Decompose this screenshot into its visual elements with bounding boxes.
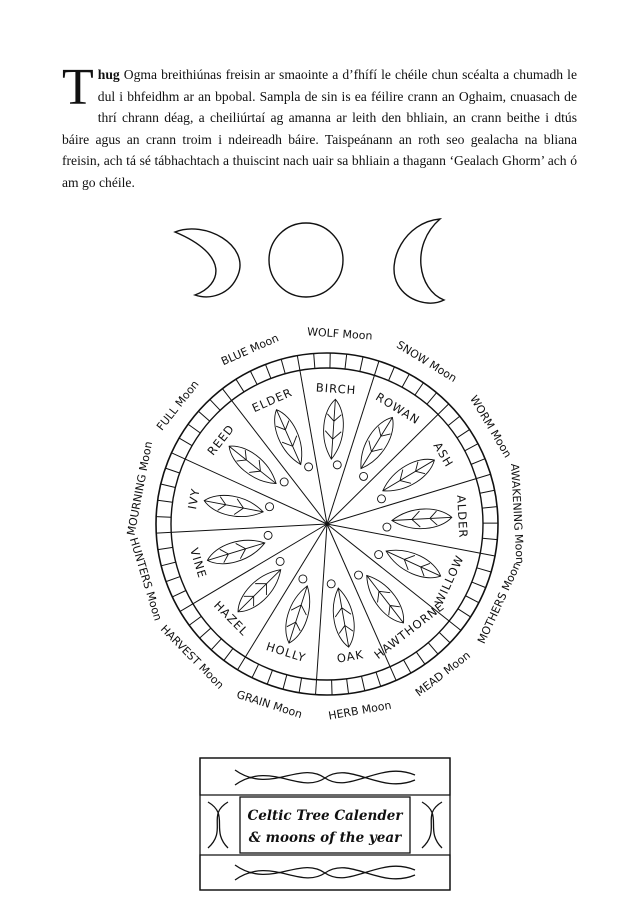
tree-label: IVY (185, 486, 203, 511)
berry-icon (305, 463, 313, 471)
month-tick (189, 616, 201, 625)
month-tick (347, 679, 349, 694)
month-tick (161, 484, 176, 488)
leaf-icon (202, 491, 265, 521)
berry-icon (299, 575, 307, 583)
berry-icon (377, 495, 385, 503)
month-tick (158, 500, 173, 502)
leaf-icon (382, 542, 445, 585)
moon-label: MEAD Moon (412, 648, 473, 700)
moon-label: BLUE Moon (219, 331, 281, 369)
month-tick (458, 609, 471, 617)
month-tick (236, 379, 244, 392)
tree-label: ASH (430, 439, 457, 470)
month-tick (198, 411, 209, 421)
berry-icon (327, 580, 335, 588)
leaf-icon (378, 452, 440, 499)
leaf-icon (322, 399, 346, 460)
moon-label: MOURNING Moon (124, 440, 156, 537)
leaf-icon (231, 563, 287, 619)
drop-cap: T (62, 59, 94, 116)
month-tick (465, 444, 478, 451)
month-tick (224, 648, 233, 660)
moon-label: AWAKENING Moon (508, 463, 527, 565)
month-tick (165, 468, 179, 473)
month-tick (166, 577, 180, 582)
month-tick (389, 367, 395, 381)
month-tick (283, 675, 287, 689)
month-tick (428, 643, 438, 654)
berry-icon (375, 551, 383, 559)
moon-label: WORM Moon (467, 393, 515, 460)
month-tick (211, 639, 221, 650)
berry-icon (280, 478, 288, 486)
month-tick (466, 596, 479, 603)
month-tick (188, 424, 200, 433)
month-tick (210, 399, 220, 410)
month-tick (448, 416, 460, 425)
berry-icon (264, 531, 272, 539)
title-banner (200, 758, 450, 890)
tree-label: HOLLY (264, 639, 308, 666)
month-tick (200, 628, 211, 638)
month-tick (360, 357, 363, 372)
wheel-spoke (316, 524, 327, 695)
berry-icon (276, 557, 284, 565)
month-tick (179, 438, 192, 446)
banner-subtitle: & moons of the year (248, 830, 402, 846)
banner-title: Celtic Tree Calender (247, 808, 403, 824)
month-tick (471, 459, 485, 465)
month-tick (415, 383, 423, 395)
leaf-icon (329, 586, 359, 648)
month-tick (376, 672, 381, 686)
month-tick (345, 354, 347, 369)
moon-label: WOLF Moon (306, 325, 373, 343)
lead-word: hug (97, 67, 120, 82)
berry-icon (360, 472, 368, 480)
month-tick (457, 430, 470, 438)
tree-label: ELDER (249, 385, 295, 416)
knot-left-icon (208, 802, 228, 848)
moon-label: HARVEST Moon (157, 622, 227, 692)
tree-label: HAWTHORNE (371, 598, 448, 662)
knot-bottom-icon (235, 865, 415, 880)
month-tick (252, 664, 259, 677)
month-tick (314, 354, 315, 369)
tree-label: REED (204, 421, 238, 458)
month-tick (480, 490, 495, 493)
leaf-icon (205, 534, 268, 570)
moon-phases (175, 219, 444, 303)
month-tick (477, 568, 491, 572)
moon-label: SNOW Moon (394, 338, 460, 386)
month-tick (404, 660, 411, 673)
tree-label: WILLOW (431, 552, 467, 608)
moon-label: HUNTERS Moon (126, 536, 165, 623)
month-tick (482, 507, 497, 509)
tree-label: HAZEL (211, 598, 252, 639)
full-moon-icon (269, 223, 343, 297)
tree-label: ALDER (454, 494, 471, 539)
month-tick (472, 582, 486, 588)
berry-icon (355, 571, 363, 579)
month-tick (156, 517, 171, 518)
waning-crescent-icon (394, 219, 444, 303)
tree-label: OAK (335, 647, 365, 666)
moon-label: MOTHERS Moon (475, 560, 524, 646)
month-tick (299, 678, 301, 693)
moon-label: GRAIN Moon (234, 687, 304, 722)
month-tick (361, 676, 364, 691)
waxing-crescent-icon (175, 229, 240, 297)
month-tick (250, 371, 257, 384)
knot-right-icon (422, 802, 442, 848)
banner-top-band (200, 758, 450, 795)
month-tick (266, 364, 271, 378)
month-tick (427, 393, 437, 405)
month-tick (267, 670, 272, 684)
month-tick (402, 374, 409, 387)
month-tick (161, 562, 176, 566)
leaf-icon (223, 439, 282, 492)
tree-label: VINE (187, 546, 210, 581)
month-tick (482, 538, 497, 539)
knot-top-icon (235, 770, 415, 785)
month-tick (281, 359, 285, 373)
wheel-spoke (222, 389, 327, 524)
berry-icon (333, 461, 341, 469)
berry-icon (266, 503, 274, 511)
berry-icon (383, 523, 391, 531)
moon-label: HERB Moon (327, 698, 393, 723)
tree-label: ROWAN (373, 389, 423, 428)
wheel-spokes (156, 356, 495, 695)
leaf-icon (268, 406, 310, 469)
tree-calendar-wheel (156, 353, 498, 695)
leaf-icon (391, 508, 452, 531)
paragraph-text: Ogma breithiúnas freisin ar smaointe a d’fhífí le chéile chun scéalta a chumadh le dul i bhfeidhm ar an bpobal. Sampla de sin is ea féilire crann an Oghaim, cnuasach de thrí chrann déag, a cheiliúrtaí ag amanna ar leith den bhliain, an crann beithe i dtús báire agus an crann troim i ndeireadh báire. Taispeánann an roth seo gealacha na bliana freisin, ach tá sé tábhachtach a thuiscint nach uair sa bhliain a thagann ‘Gealach Ghorm’ ach ó am go chéile. (62, 67, 577, 190)
tree-label: BIRCH (315, 380, 357, 398)
leaf-icon (359, 569, 411, 628)
month-tick (158, 547, 173, 549)
month-tick (439, 632, 450, 642)
month-tick (416, 652, 425, 664)
moon-label: FULL Moon (154, 377, 202, 434)
month-tick (172, 590, 186, 596)
wheel-spoke (156, 524, 327, 533)
